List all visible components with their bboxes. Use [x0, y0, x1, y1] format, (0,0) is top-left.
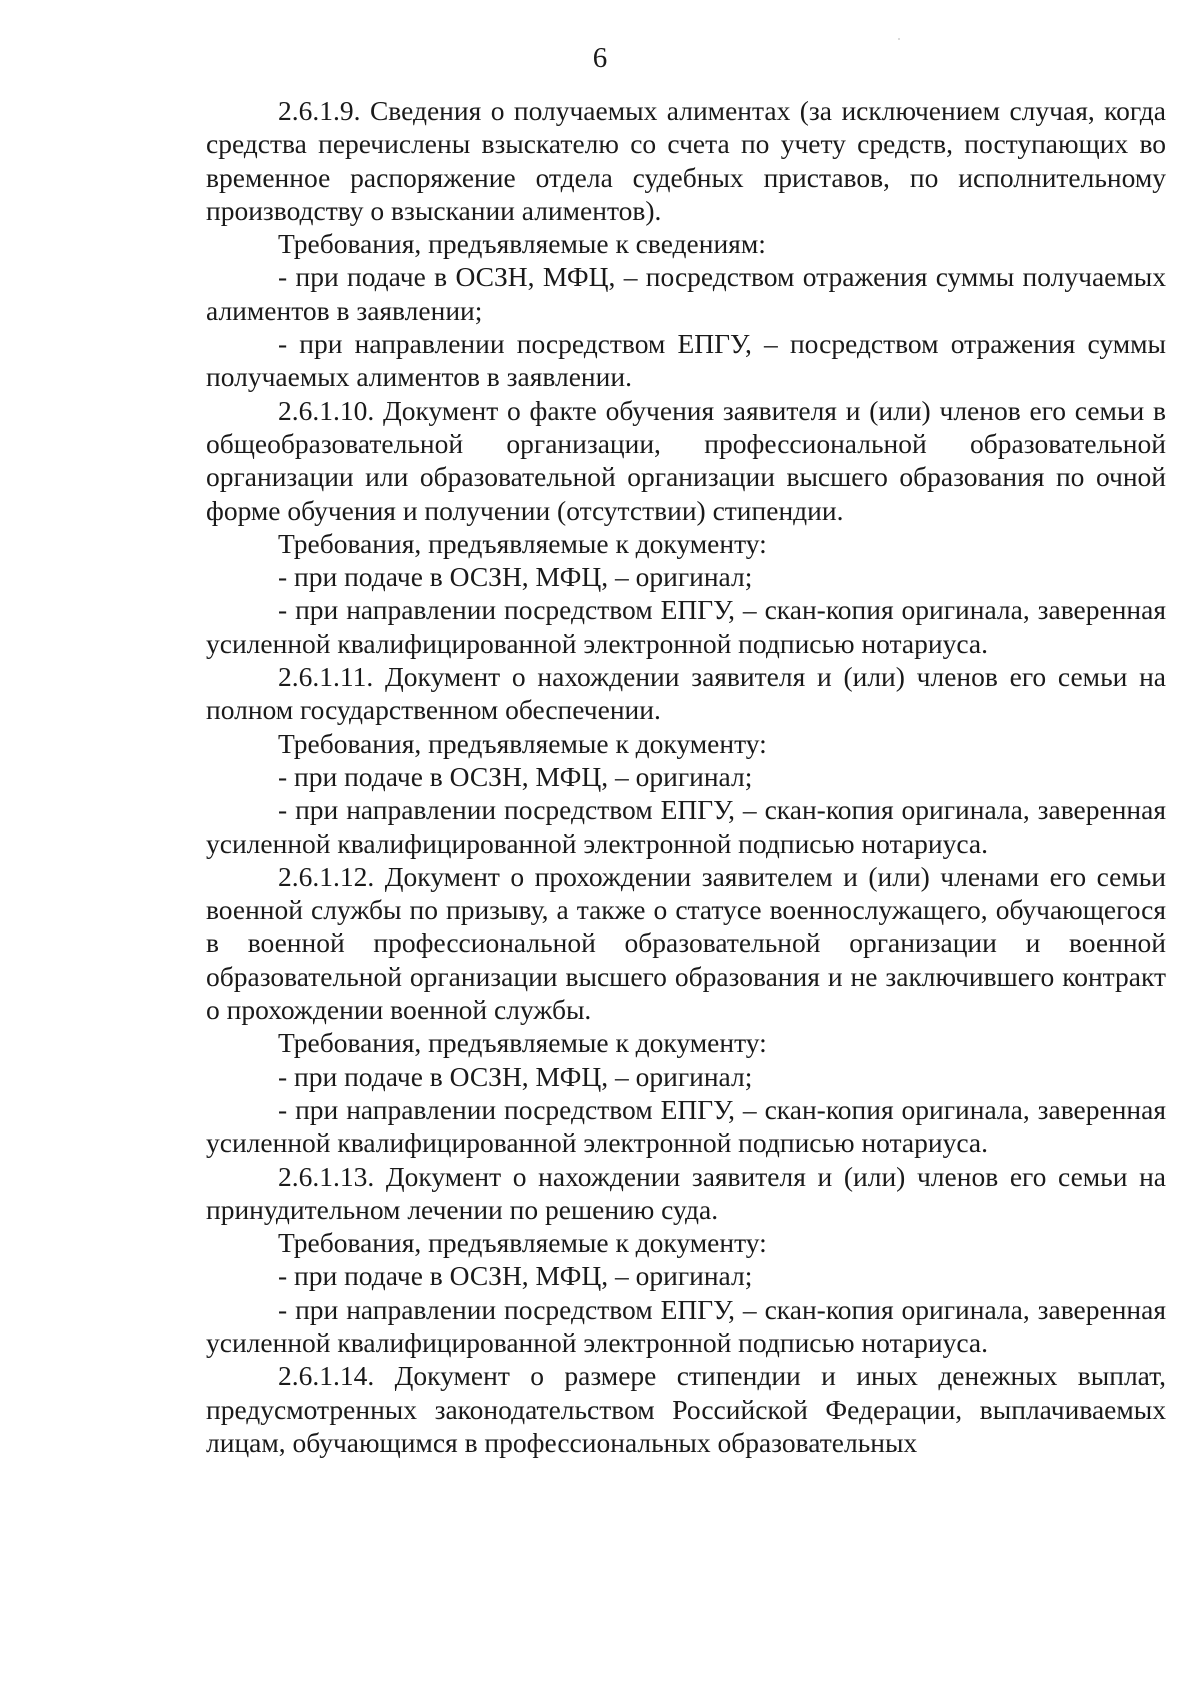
requirement-item: - при направлении посредством ЕПГУ, – скан-копия оригинала, заверенная усиленной квалифицированной электронной подписью нотариуса. [206, 594, 1166, 659]
requirements-heading: Требования, предъявляемые к сведениям: [278, 228, 766, 260]
paragraph-2-6-1-12: 2.6.1.12. Документ о прохождении заявителем и (или) членами его семьи военной службы по призыву, а также о статусе военнослужащего, обучающегося в военной профессиональной образовательной организации и военной образовательной организации высшего образования и не заключившего контракт о прохождении военной службы. [206, 860, 1166, 1026]
requirements-heading: Требования, предъявляемые к документу: [278, 527, 767, 559]
requirement-item: - при подаче в ОСЗН, МФЦ, – оригинал; [278, 760, 753, 792]
paragraph-2-6-1-13: 2.6.1.13. Документ о нахождении заявителя и (или) членов его семьи на принудительном лечении по решению суда. [206, 1160, 1166, 1225]
page-number: 6 [592, 42, 608, 74]
requirements-heading: Требования, предъявляемые к документу: [278, 1227, 767, 1259]
requirement-item: - при подаче в ОСЗН, МФЦ, – оригинал; [278, 1060, 753, 1092]
requirement-item: - при направлении посредством ЕПГУ, – посредством отражения суммы получаемых алиментов в заявлении. [206, 328, 1166, 393]
requirement-item: - при направлении посредством ЕПГУ, – скан-копия оригинала, заверенная усиленной квалифицированной электронной подписью нотариуса. [206, 1093, 1166, 1159]
requirement-item: - при подаче в ОСЗН, МФЦ, – посредством отражения суммы получаемых алиментов в заявлении; [206, 261, 1166, 326]
requirements-heading: Требования, предъявляемые к документу: [278, 1027, 767, 1059]
paragraph-2-6-1-10: 2.6.1.10. Документ о факте обучения заявителя и (или) членов его семьи в общеобразовательной организации, профессиональной образовательной организации или образовательной организации высшего образования по очной форме обучения и получении (отсутствии) стипендии. [206, 394, 1166, 526]
requirement-item: - при подаче в ОСЗН, МФЦ, – оригинал; [278, 561, 753, 593]
paragraph-2-6-1-14: 2.6.1.14. Документ о размере стипендии и иных денежных выплат, предусмотренных законодательством Российской Федерации, выплачиваемых лицам, обучающимся в профессиональных образовательных [206, 1360, 1166, 1458]
paragraph-2-6-1-11: 2.6.1.11. Документ о нахождении заявителя и (или) членов его семьи на полном государственном обеспечении. [206, 661, 1166, 726]
requirements-heading: Требования, предъявляемые к документу: [278, 727, 767, 759]
requirement-item: - при направлении посредством ЕПГУ, – скан-копия оригинала, заверенная усиленной квалифицированной электронной подписью нотариуса. [206, 794, 1166, 859]
document-body [206, 94, 1166, 1459]
requirement-item: - при подаче в ОСЗН, МФЦ, – оригинал; [278, 1260, 753, 1292]
requirement-item: - при направлении посредством ЕПГУ, – скан-копия оригинала, заверенная усиленной квалифицированной электронной подписью нотариуса. [206, 1293, 1166, 1358]
paragraph-2-6-1-9: 2.6.1.9. Сведения о получаемых алиментах (за исключением случая, когда средства перечислены взыскателю со счета по учету средств, поступающих во временное распоряжение отдела судебных приставов, по исполнительному производству о взыскании алиментов). [206, 95, 1166, 226]
